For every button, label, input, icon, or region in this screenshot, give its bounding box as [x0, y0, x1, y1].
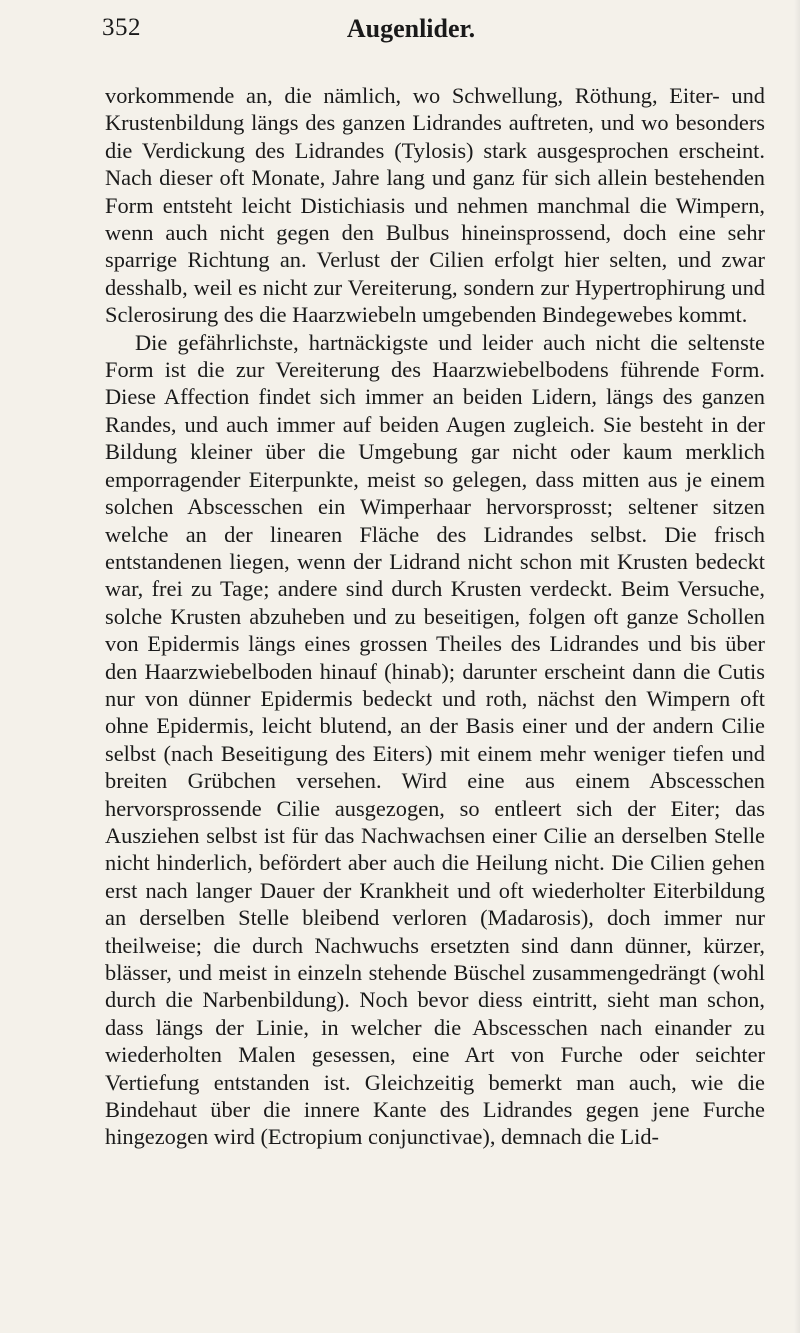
- page-number: 352: [102, 14, 141, 41]
- page-edge-shadow: [794, 0, 800, 1333]
- paragraph-2: Die gefährlichste, hartnäckigste und leider auch nicht die seltenste Form ist die zur Vereiterung des Haarzwiebelbodens führende Form. Diese Affection findet sich immer an beiden Lidern, längs des ganzen Randes, und auch immer auf beiden Augen zugleich. Sie besteht in der Bildung kleiner über die Umgebung gar nicht oder kaum merklich emporragender Eiterpunkte, meist so gelegen, dass mitten aus je einem solchen Abscesschen ein Wimperhaar hervorsprosst; seltener sitzen welche an der linearen Fläche des Lidrandes selbst. Die frisch entstandenen liegen, wenn der Lidrand nicht schon mit Krusten bedeckt war, frei zu Tage; andere sind durch Krusten verdeckt. Beim Versuche, solche Krusten abzuheben und zu beseitigen, folgen oft ganze Schollen von Epidermis längs eines grossen Theiles des Lidrandes und bis über den Haarzwiebelboden hinauf (hinab); darunter erscheint dann die Cutis nur von dünner Epidermis bedeckt und roth, nächst den Wimpern oft ohne Epidermis, leicht blutend, an der Basis einer und der andern Cilie selbst (nach Beseitigung des Eiters) mit einem mehr weniger tiefen und breiten Grübchen versehen. Wird eine aus einem Abscesschen hervorsprossende Cilie ausgezogen, so entleert sich der Eiter; das Ausziehen selbst ist für das Nachwachsen einer Cilie an derselben Stelle nicht hinderlich, befördert aber auch die Heilung nicht. Die Cilien gehen erst nach langer Dauer der Krankheit und oft wiederholter Eiterbildung an derselben Stelle bleibend verloren (Madarosis), doch immer nur theilweise; die durch Nachwuchs ersetzten sind dann dünner, kürzer, blässer, und meist in einzeln stehende Büschel zusammengedrängt (wohl durch die Narbenbildung). Noch bevor diess eintritt, sieht man schon, dass längs der Linie, in welcher die Abscesschen nach einander zu wiederholten Malen gesessen, eine Art von Furche oder seichter Vertiefung entstanden ist. Gleichzeitig bemerkt man auch, wie die Bindehaut über die innere Kante des Lidrandes gegen jene Furche hingezogen wird (Ectropium conjunctivae), demnach die Lid-: [105, 329, 765, 1150]
- page-header: [52, 8, 770, 44]
- running-head: Augenlider.: [346, 14, 476, 43]
- body-text: [105, 82, 765, 1151]
- paragraph-1: vorkommende an, die nämlich, wo Schwellung, Röthung, Eiter- und Krustenbildung längs des ganzen Lidrandes auftreten, und wo besonders die Verdickung des Lidrandes (Tylosis) stark ausgesprochen erscheint. Nach dieser oft Monate, Jahre lang und ganz für sich allein bestehenden Form entsteht leicht Distichiasis und nehmen manchmal die Wimpern, wenn auch nicht gegen den Bulbus hineinsprossend, doch eine sehr sparrige Richtung an. Verlust der Cilien erfolgt hier selten, und zwar desshalb, weil es nicht zur Vereiterung, sondern zur Hypertrophirung und Sclerosirung des die Haarzwiebeln umgebenden Bindegewebes kommt.: [105, 83, 765, 328]
